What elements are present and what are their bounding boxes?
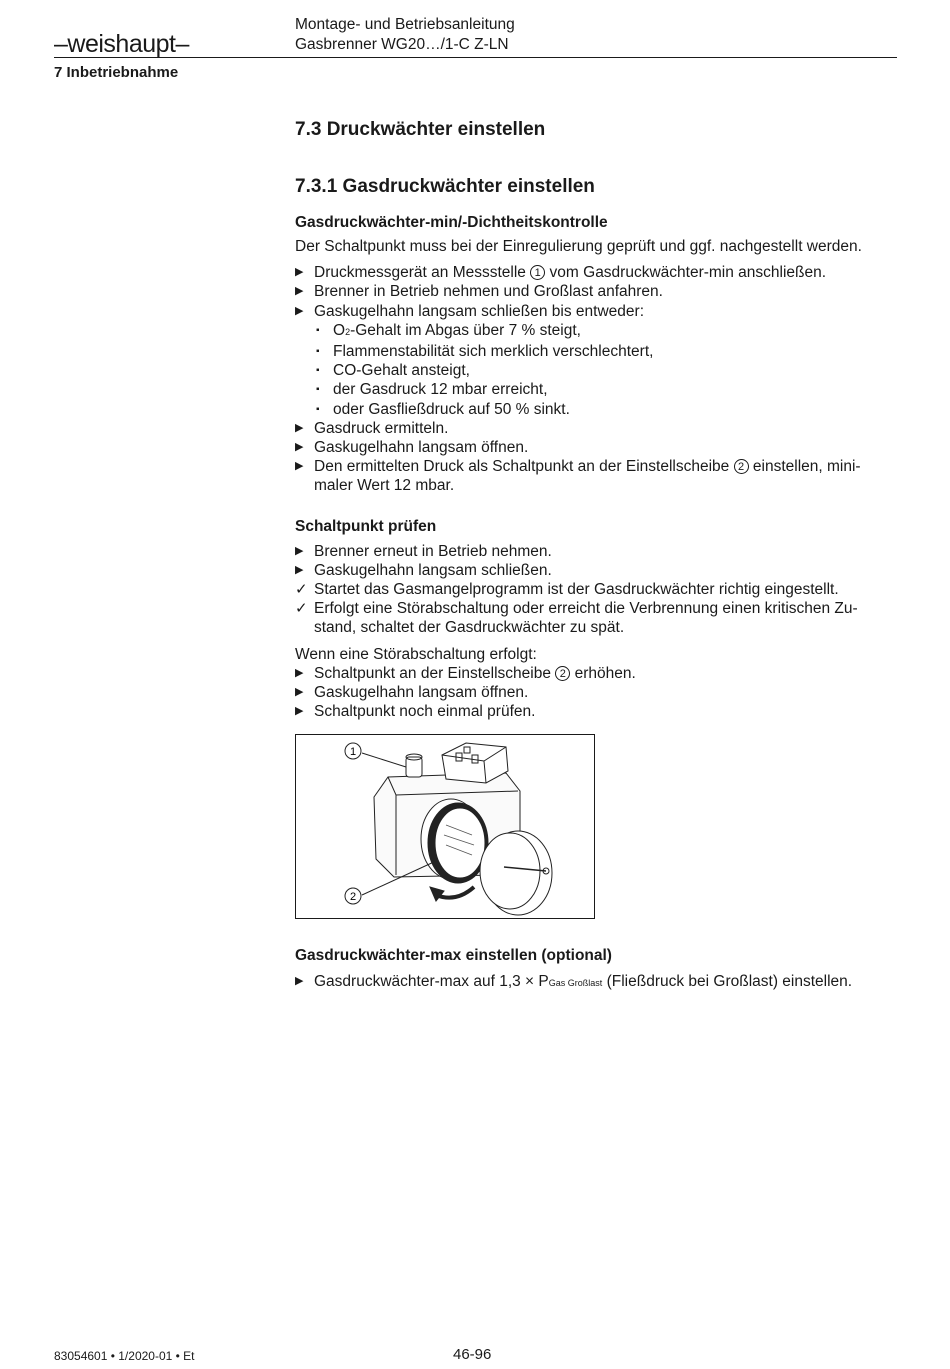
main-content xyxy=(295,118,895,994)
bullet-arrow-icon: ▶ xyxy=(295,441,304,454)
list-item: ▪ Flammenstabilität sich merklich verschlechtert, xyxy=(316,343,654,361)
pressure-switch-figure xyxy=(295,734,595,919)
bullet-arrow-icon: ▶ xyxy=(295,666,304,679)
list-item: ▶ Gaskugelhahn langsam schließen. xyxy=(295,561,552,579)
section-title: 7.3 Druckwächter einstellen xyxy=(295,119,546,140)
bullet-arrow-icon: ▶ xyxy=(295,460,304,473)
callout-ref-1: 1 xyxy=(530,265,545,280)
header-rule xyxy=(54,57,897,58)
list-item: ▪ oder Gasfließdruck auf 50 % sinkt. xyxy=(316,400,570,418)
list-item: ▪ der Gasdruck 12 mbar erreicht, xyxy=(316,381,548,399)
max-heading: Gasdruckwächter-max einstellen (optional) xyxy=(295,947,612,965)
list-item: ▶ Schaltpunkt an der Einstellscheibe 2 erhöhen. xyxy=(295,664,636,682)
fix-steps xyxy=(295,664,895,722)
bullet-arrow-icon: ▶ xyxy=(295,705,304,718)
bullet-arrow-icon: ▶ xyxy=(295,563,304,576)
check-icon: ✓ xyxy=(295,581,308,599)
list-item: ▶ Brenner erneut in Betrieb nehmen. xyxy=(295,542,552,560)
bullet-arrow-icon: ▶ xyxy=(295,686,304,699)
bullet-square-icon: ▪ xyxy=(316,384,320,396)
bullet-arrow-icon: ▶ xyxy=(295,285,304,298)
list-item: ▶ Druckmessgerät an Messstelle 1 vom Gasdruckwächter-min anschließen. xyxy=(295,264,827,282)
list-item: ✓ Startet das Gasmangelprogramm ist der Gasdruckwächter richtig eingestellt. xyxy=(295,581,839,599)
list-item: ▶ Gasdruck ermitteln. xyxy=(295,419,449,437)
callout-ref-2: 2 xyxy=(555,666,570,681)
callout-ref-2: 2 xyxy=(734,459,749,474)
bullet-arrow-icon: ▶ xyxy=(295,421,304,434)
bullet-arrow-icon: ▶ xyxy=(295,544,304,557)
document-title-line1: Montage- und Betriebsanleitung xyxy=(295,16,515,33)
figure-callout-1: 1 xyxy=(349,746,357,759)
figure-callout-2: 2 xyxy=(349,891,357,904)
chapter-label: 7 Inbetriebnahme xyxy=(54,64,179,81)
list-item: ▶ Gaskugelhahn langsam öffnen. xyxy=(295,684,529,702)
page-number: 46-96 xyxy=(453,1346,492,1363)
min-heading: Gasdruckwächter-min/-Dichtheitskontrolle xyxy=(295,214,608,231)
bullet-square-icon: ▪ xyxy=(316,403,320,415)
bullet-arrow-icon: ▶ xyxy=(295,975,304,988)
list-item: ▶ Den ermittelten Druck als Schaltpunkt an der Einstellscheibe 2 einstellen, mini- maler Wert 12 mbar. xyxy=(295,458,861,495)
document-number: 83054601 • 1/2020-01 • Et xyxy=(54,1349,195,1363)
pressure-switch-illustration xyxy=(296,735,593,917)
bullet-square-icon: ▪ xyxy=(316,365,320,377)
list-item: ▪ O2-Gehalt im Abgas über 7 % steigt, xyxy=(316,321,581,339)
weishaupt-logo: –weishaupt– xyxy=(54,30,189,58)
min-steps xyxy=(295,263,895,321)
document-title xyxy=(295,15,515,55)
list-item: ▪ CO-Gehalt ansteigt, xyxy=(316,362,470,380)
if-fault-text: Wenn eine Störabschaltung erfolgt: xyxy=(295,645,537,663)
check-heading: Schaltpunkt prüfen xyxy=(295,517,437,535)
min-intro: Der Schaltpunkt muss bei der Einregulierung geprüft und ggf. nachgestellt werden. xyxy=(295,238,862,255)
list-item: ▶ Gaskugelhahn langsam öffnen. xyxy=(295,439,529,457)
bullet-square-icon: ▪ xyxy=(316,324,320,336)
list-item: ✓ Erfolgt eine Störabschaltung oder erreicht die Verbrennung einen kritischen Zu- stand, schaltet der Gasdruckwächter zu spät. xyxy=(295,600,858,637)
list-item: ▶ Gasdruckwächter-max auf 1,3 × PGas Großlast (Fließdruck bei Großlast) einstellen. xyxy=(295,973,853,991)
subsection-title: 7.3.1 Gasdruckwächter einstellen xyxy=(295,176,595,197)
max-steps xyxy=(295,972,895,993)
document-title-line2: Gasbrenner WG20…/1-C Z-LN xyxy=(295,36,509,53)
bullet-square-icon: ▪ xyxy=(316,346,320,358)
bullet-arrow-icon: ▶ xyxy=(295,266,304,279)
list-item: ▶ Schaltpunkt noch einmal prüfen. xyxy=(295,703,536,721)
check-icon: ✓ xyxy=(295,600,308,618)
min-conditions xyxy=(295,321,895,419)
min-steps-cont xyxy=(295,419,895,496)
list-item: ▶ Gaskugelhahn langsam schließen bis entweder: xyxy=(295,302,644,320)
bullet-arrow-icon: ▶ xyxy=(295,304,304,317)
list-item: ▶ Brenner in Betrieb nehmen und Großlast anfahren. xyxy=(295,283,663,301)
check-steps xyxy=(295,542,895,638)
